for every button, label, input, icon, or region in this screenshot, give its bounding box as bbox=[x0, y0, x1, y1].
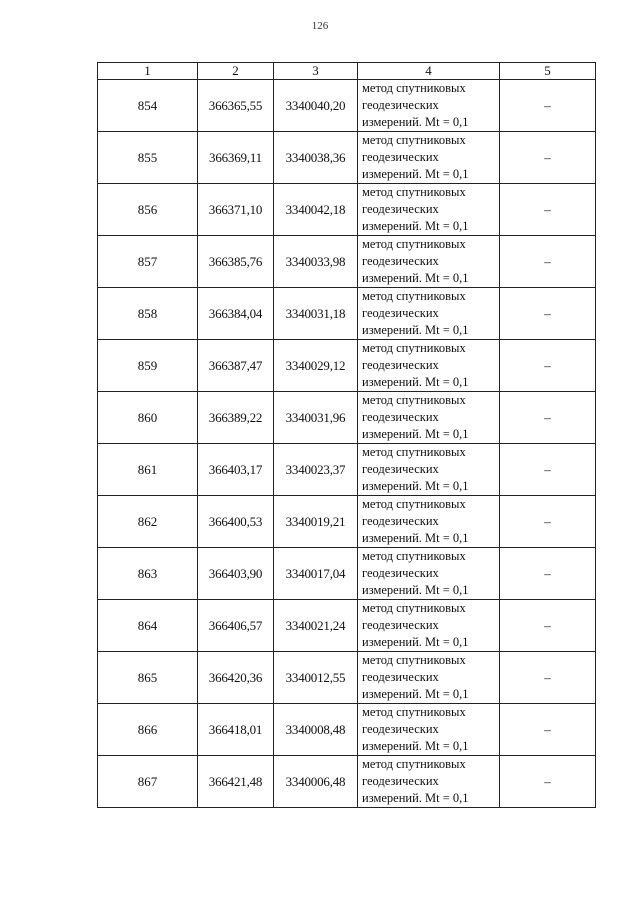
x-coordinate-cell: 366365,55 bbox=[198, 80, 274, 132]
method-line: метод спутниковых bbox=[362, 81, 466, 95]
table-row bbox=[98, 80, 596, 132]
method-cell bbox=[358, 704, 500, 756]
y-coordinate-cell: 3340021,24 bbox=[274, 600, 358, 652]
table-body bbox=[98, 80, 596, 808]
method-line: метод спутниковых bbox=[362, 289, 466, 303]
method-cell bbox=[358, 756, 500, 808]
table-row bbox=[98, 756, 596, 808]
table-row bbox=[98, 600, 596, 652]
table-row bbox=[98, 288, 596, 340]
method-cell bbox=[358, 340, 500, 392]
method-line: метод спутниковых bbox=[362, 393, 466, 407]
method-line: измерений. Mt = 0,1 bbox=[362, 635, 469, 649]
method-line: измерений. Mt = 0,1 bbox=[362, 427, 469, 441]
note-cell: – bbox=[500, 704, 596, 756]
point-number-cell: 867 bbox=[98, 756, 198, 808]
method-line: геодезических bbox=[362, 670, 439, 684]
method-line: геодезических bbox=[362, 98, 439, 112]
method-line: геодезических bbox=[362, 254, 439, 268]
method-line: измерений. Mt = 0,1 bbox=[362, 479, 469, 493]
table-row bbox=[98, 236, 596, 288]
method-line: измерений. Mt = 0,1 bbox=[362, 271, 469, 285]
x-coordinate-cell: 366400,53 bbox=[198, 496, 274, 548]
coordinates-table bbox=[97, 62, 596, 808]
method-line: измерений. Mt = 0,1 bbox=[362, 167, 469, 181]
method-line: измерений. Mt = 0,1 bbox=[362, 115, 469, 129]
x-coordinate-cell: 366369,11 bbox=[198, 132, 274, 184]
x-coordinate-cell: 366421,48 bbox=[198, 756, 274, 808]
point-number-cell: 862 bbox=[98, 496, 198, 548]
y-coordinate-cell: 3340023,37 bbox=[274, 444, 358, 496]
x-coordinate-cell: 366371,10 bbox=[198, 184, 274, 236]
table-row bbox=[98, 704, 596, 756]
method-line: геодезических bbox=[362, 618, 439, 632]
x-coordinate-cell: 366389,22 bbox=[198, 392, 274, 444]
method-line: метод спутниковых bbox=[362, 133, 466, 147]
method-cell bbox=[358, 496, 500, 548]
x-coordinate-cell: 366418,01 bbox=[198, 704, 274, 756]
y-coordinate-cell: 3340042,18 bbox=[274, 184, 358, 236]
page-number: 126 bbox=[311, 20, 329, 32]
point-number-cell: 859 bbox=[98, 340, 198, 392]
point-number-cell: 864 bbox=[98, 600, 198, 652]
method-line: метод спутниковых bbox=[362, 185, 466, 199]
method-line: метод спутниковых bbox=[362, 549, 466, 563]
method-line: метод спутниковых bbox=[362, 341, 466, 355]
x-coordinate-cell: 366403,90 bbox=[198, 548, 274, 600]
y-coordinate-cell: 3340031,18 bbox=[274, 288, 358, 340]
method-cell bbox=[358, 392, 500, 444]
point-number-cell: 866 bbox=[98, 704, 198, 756]
table-row bbox=[98, 444, 596, 496]
method-cell bbox=[358, 652, 500, 704]
method-line: геодезических bbox=[362, 462, 439, 476]
y-coordinate-cell: 3340012,55 bbox=[274, 652, 358, 704]
method-cell bbox=[358, 80, 500, 132]
table-row bbox=[98, 652, 596, 704]
point-number-cell: 855 bbox=[98, 132, 198, 184]
header-col-5: 5 bbox=[500, 63, 596, 80]
point-number-cell: 857 bbox=[98, 236, 198, 288]
method-line: геодезических bbox=[362, 358, 439, 372]
note-cell: – bbox=[500, 652, 596, 704]
method-cell bbox=[358, 236, 500, 288]
method-line: измерений. Mt = 0,1 bbox=[362, 375, 469, 389]
table-row bbox=[98, 548, 596, 600]
method-line: измерений. Mt = 0,1 bbox=[362, 531, 469, 545]
note-cell: – bbox=[500, 184, 596, 236]
method-line: измерений. Mt = 0,1 bbox=[362, 583, 469, 597]
note-cell: – bbox=[500, 496, 596, 548]
method-line: измерений. Mt = 0,1 bbox=[362, 323, 469, 337]
header-col-1: 1 bbox=[98, 63, 198, 80]
method-line: метод спутниковых bbox=[362, 497, 466, 511]
header-col-2: 2 bbox=[198, 63, 274, 80]
method-cell bbox=[358, 548, 500, 600]
y-coordinate-cell: 3340006,48 bbox=[274, 756, 358, 808]
method-line: измерений. Mt = 0,1 bbox=[362, 687, 469, 701]
table-row bbox=[98, 392, 596, 444]
header-col-3: 3 bbox=[274, 63, 358, 80]
note-cell: – bbox=[500, 756, 596, 808]
table-row bbox=[98, 340, 596, 392]
point-number-cell: 863 bbox=[98, 548, 198, 600]
note-cell: – bbox=[500, 392, 596, 444]
method-line: метод спутниковых bbox=[362, 237, 466, 251]
method-line: метод спутниковых bbox=[362, 653, 466, 667]
method-line: метод спутниковых bbox=[362, 601, 466, 615]
x-coordinate-cell: 366385,76 bbox=[198, 236, 274, 288]
method-line: геодезических bbox=[362, 722, 439, 736]
method-line: геодезических bbox=[362, 514, 439, 528]
point-number-cell: 854 bbox=[98, 80, 198, 132]
table-row bbox=[98, 496, 596, 548]
x-coordinate-cell: 366403,17 bbox=[198, 444, 274, 496]
y-coordinate-cell: 3340033,98 bbox=[274, 236, 358, 288]
point-number-cell: 861 bbox=[98, 444, 198, 496]
x-coordinate-cell: 366420,36 bbox=[198, 652, 274, 704]
y-coordinate-cell: 3340029,12 bbox=[274, 340, 358, 392]
method-line: геодезических bbox=[362, 410, 439, 424]
method-line: измерений. Mt = 0,1 bbox=[362, 791, 469, 805]
point-number-cell: 860 bbox=[98, 392, 198, 444]
y-coordinate-cell: 3340038,36 bbox=[274, 132, 358, 184]
method-line: измерений. Mt = 0,1 bbox=[362, 739, 469, 753]
method-cell bbox=[358, 444, 500, 496]
point-number-cell: 856 bbox=[98, 184, 198, 236]
y-coordinate-cell: 3340017,04 bbox=[274, 548, 358, 600]
method-line: метод спутниковых bbox=[362, 757, 466, 771]
note-cell: – bbox=[500, 444, 596, 496]
y-coordinate-cell: 3340019,21 bbox=[274, 496, 358, 548]
point-number-cell: 858 bbox=[98, 288, 198, 340]
y-coordinate-cell: 3340031,96 bbox=[274, 392, 358, 444]
note-cell: – bbox=[500, 132, 596, 184]
method-line: геодезических bbox=[362, 306, 439, 320]
method-line: геодезических bbox=[362, 566, 439, 580]
method-cell bbox=[358, 184, 500, 236]
x-coordinate-cell: 366406,57 bbox=[198, 600, 274, 652]
note-cell: – bbox=[500, 600, 596, 652]
table-header-row bbox=[98, 63, 596, 80]
x-coordinate-cell: 366387,47 bbox=[198, 340, 274, 392]
method-cell bbox=[358, 600, 500, 652]
method-line: геодезических bbox=[362, 774, 439, 788]
method-line: геодезических bbox=[362, 150, 439, 164]
method-line: измерений. Mt = 0,1 bbox=[362, 219, 469, 233]
x-coordinate-cell: 366384,04 bbox=[198, 288, 274, 340]
method-cell bbox=[358, 288, 500, 340]
table-row bbox=[98, 184, 596, 236]
method-line: метод спутниковых bbox=[362, 445, 466, 459]
method-cell bbox=[358, 132, 500, 184]
y-coordinate-cell: 3340040,20 bbox=[274, 80, 358, 132]
note-cell: – bbox=[500, 80, 596, 132]
note-cell: – bbox=[500, 340, 596, 392]
table-row bbox=[98, 132, 596, 184]
y-coordinate-cell: 3340008,48 bbox=[274, 704, 358, 756]
note-cell: – bbox=[500, 236, 596, 288]
header-col-4: 4 bbox=[358, 63, 500, 80]
method-line: геодезических bbox=[362, 202, 439, 216]
note-cell: – bbox=[500, 288, 596, 340]
method-line: метод спутниковых bbox=[362, 705, 466, 719]
note-cell: – bbox=[500, 548, 596, 600]
point-number-cell: 865 bbox=[98, 652, 198, 704]
